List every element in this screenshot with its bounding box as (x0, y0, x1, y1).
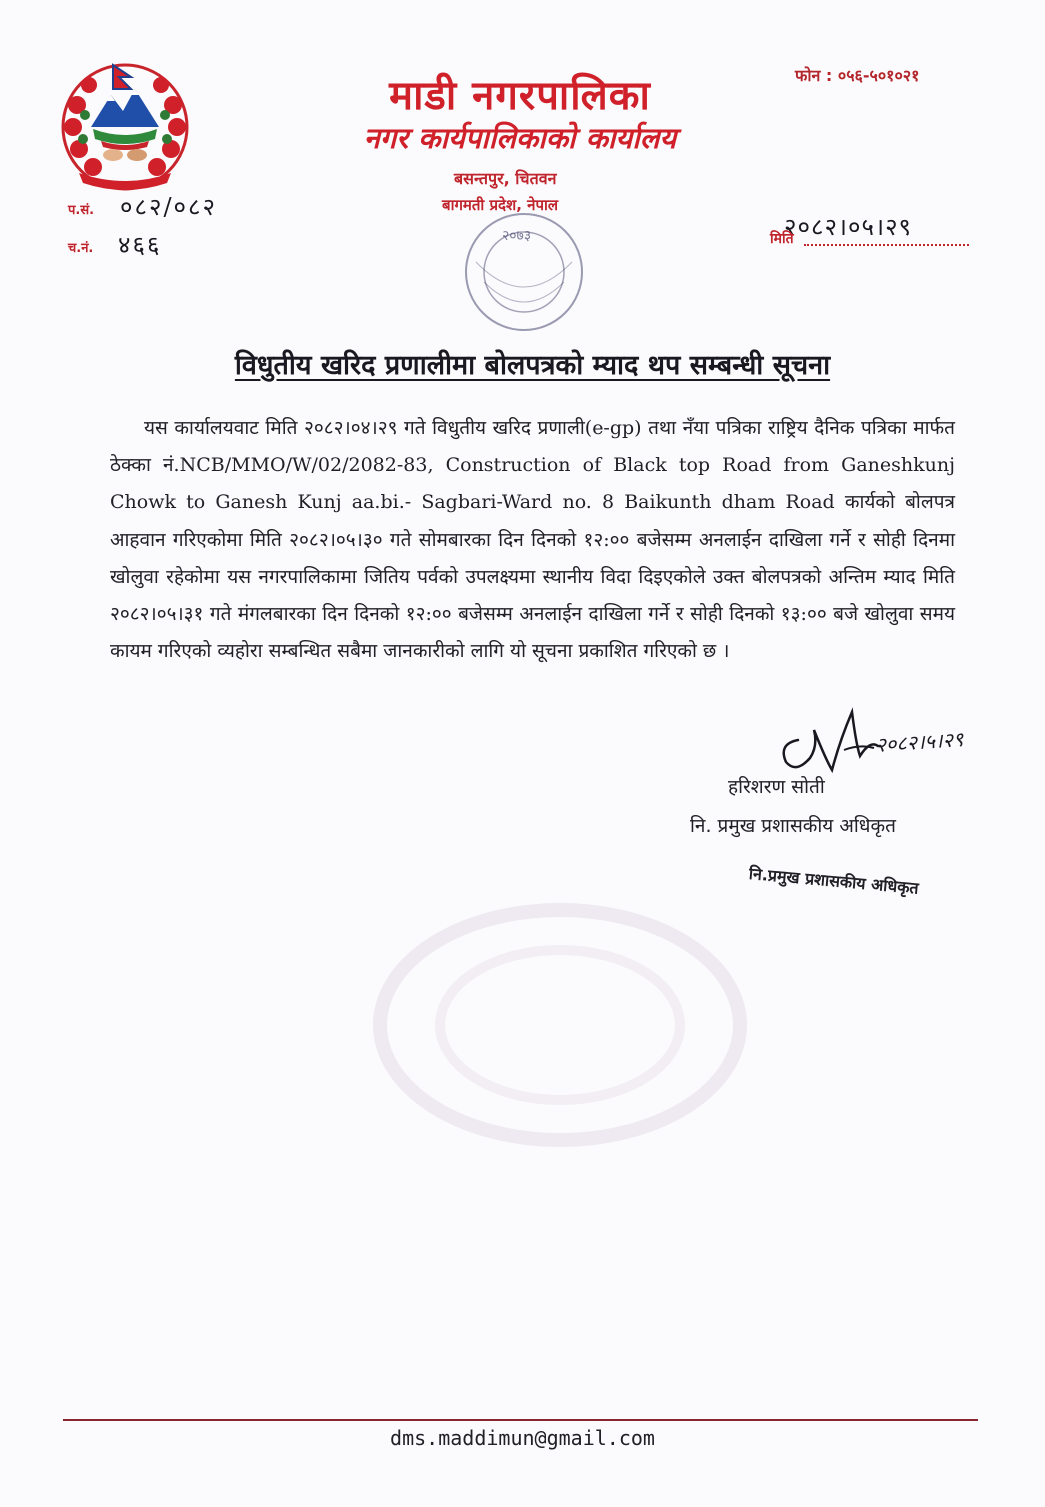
footer-divider (63, 1419, 978, 1421)
letter-date-label: मिति (770, 231, 794, 247)
phone-number: फोन : ०५६-५०१०२१ (795, 66, 920, 85)
notice-title: विधुतीय खरिद प्रणालीमा बोलपत्रको म्याद थप सम्बन्धी सूचना (234, 350, 831, 381)
address-line-2: बागमती प्रदेश, नेपाल (442, 196, 559, 214)
nepal-emblem-icon (55, 55, 195, 195)
signature-date: २०८२।५।२९ (874, 726, 965, 757)
watermark-emblem (370, 900, 750, 1150)
signatory-name: हरिशरण सोती (728, 776, 825, 798)
signatory-post: नि. प्रमुख प्रशासकीय अधिकृत (690, 815, 896, 837)
patra-sankhya-label: प.सं. (68, 203, 95, 218)
date-dotted-line (804, 244, 969, 246)
address-line-1: बसन्तपुर, चितवन (454, 169, 557, 188)
footer-email: dms.maddimun@gmail.com (390, 1426, 655, 1450)
office-name: माडी नगरपालिका (389, 73, 651, 119)
chalani-number-value: ४६६ (118, 231, 162, 259)
letter-date-value: २०८२।०५।२९ (784, 213, 913, 241)
notice-body: यस कार्यालयवाट मिति २०८२।०४।२९ गते विधुतीय खरिद प्रणाली(e-gp) तथा नँया पत्रिका राष्ट्रिय दैनिक पत्रिका मार्फत ठेक्का नं.NCB/MMO/W/02/2082-83, Construction of Black top Road from Ganeshkunj Chowk to Ganesh Kunj aa.bi.- Sagbari-Ward no. 8 Baikunth dham Road कार्यको बोलपत्र आहवान गरिएकोमा मिति २०८२।०५।३० गते सोमबारका दिन दिनको १२:०० बजेसम्म अनलाईन दाखिला गर्ने र सोही दिनमा खोलुवा रहेकोमा यस नगरपालिकामा जितिय पर्वको उपलक्ष्यमा स्थानीय विदा दिइएकोले उक्त बोलपत्रको अन्तिम म्याद मिति २०८२।०५।३१ गते मंगलबारका दिन दिनको १२:०० बजेसम्म अनलाईन दाखिला गर्ने र सोही दिनको १३:०० बजे खोलुवा समय कायम गरिएको व्यहोरा सम्बन्धित सबैमा जानकारीको लागि यो सूचना प्रकाशित गरिएको छ । (110, 417, 955, 663)
signatory-designation-stamp: नि.प्रमुख प्रशासकीय अधिकृत (748, 863, 920, 898)
patra-sankhya-value: ०८२/०८२ (120, 193, 217, 221)
office-subtitle: नगर कार्यपालिकाको कार्यालय (363, 121, 677, 155)
office-seal-stamp (432, 162, 610, 337)
chalani-number-label: च.नं. (68, 241, 94, 256)
stamp-year: २०७३ (502, 228, 532, 244)
